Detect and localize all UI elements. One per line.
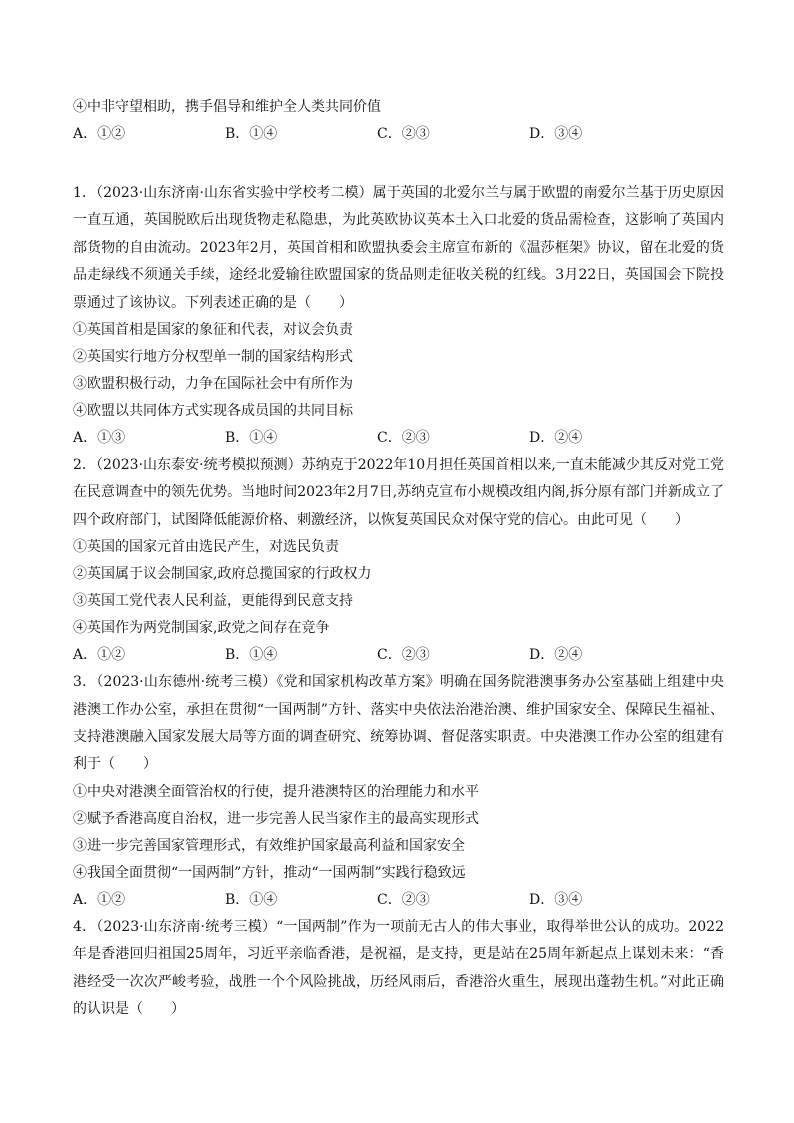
question-4 <box>73 914 724 1024</box>
statement-line: ④中非守望相助，携手倡导和维护全人类共同价值 <box>73 99 381 115</box>
answer-options <box>73 887 724 914</box>
statement-line: ④英国作为两党制国家,政党之间存在竞争 <box>73 620 330 637</box>
option-a: A．①③ <box>73 430 126 447</box>
answer-options <box>73 121 724 148</box>
statement-line: ②英国实行地方分权型单一制的国家结构形式 <box>73 349 353 366</box>
option-c: C．②③ <box>377 647 430 664</box>
option-b: B．①④ <box>225 430 278 447</box>
option-b: B．①④ <box>225 891 278 908</box>
statement-line: ③英国工党代表人民利益，更能得到民意支持 <box>73 593 353 610</box>
question-stem: 2．（2023·山东泰安·统考模拟预测）苏纳克于2022年10月担任英国首相以来,一直未能减少其反对党工党在民意调查中的领先优势。当地时间2023年2月7日,苏纳克宣布小规模改组内阁,拆分原有部门并新成立了四个政府部门，试图降低能源价格、刺激经济，以恢复英国民众对保守党的信心。由此可见（ ） <box>73 457 724 528</box>
statement-line: ③欧盟积极行动，力争在国际社会中有所作为 <box>73 376 353 393</box>
statement-line: ④欧盟以共同体方式实现各成员国的共同目标 <box>73 403 353 420</box>
option-b: B．①④ <box>225 126 278 142</box>
option-c: C．②③ <box>377 126 430 142</box>
option-a: A．①② <box>73 647 126 664</box>
statement-line: ④我国全面贯彻“一国两制”方针，推动“一国两制”实践行稳致远 <box>73 864 466 881</box>
option-d: D．②④ <box>529 647 583 664</box>
answer-options <box>73 642 724 669</box>
spacer <box>73 148 724 180</box>
statement-line: ③进一步完善国家管理形式，有效维护国家最高利益和国家安全 <box>73 837 465 854</box>
statement-line: ①英国的国家元首由选民产生，对选民负责 <box>73 539 339 556</box>
answer-options <box>73 425 724 452</box>
option-d: D．②④ <box>529 430 583 447</box>
option-a: A．①② <box>73 126 126 142</box>
statement-line: ②英国属于议会制国家,政府总揽国家的行政权力 <box>73 566 372 583</box>
statement-line: ②赋予香港高度自治权，进一步完善人民当家作主的最高实现形式 <box>73 810 479 827</box>
statement-line: ①中央对港澳全面管治权的行使，提升港澳特区的治理能力和水平 <box>73 783 479 800</box>
question-2 <box>73 452 724 669</box>
option-c: C．②③ <box>377 430 430 447</box>
question-1 <box>73 180 724 452</box>
option-d: D．③④ <box>529 126 583 142</box>
question-stem: 1．（2023·山东济南·山东省实验中学校考二模）属于英国的北爱尔兰与属于欧盟的南爱尔兰基于历史原因一直互通，英国脱欧后出现货物走私隐患，为此英欧协议英本土入口北爱的货品需检查，这影响了英国内部货物的自由流动。2023年2月，英国首相和欧盟执委会主席宣布新的《温莎框架》协议，留在北爱的货品走绿线不须通关手续，途经北爱输往欧盟国家的货品则走征收关税的红线。3月22日，英国国会下院投票通过了该协议。下列表述正确的是（ ） <box>73 185 724 311</box>
option-a: A．①② <box>73 891 126 908</box>
option-c: C．②③ <box>377 891 430 908</box>
question-stem: 4．（2023·山东济南·统考三模）“一国两制”作为一项前无古人的伟大事业，取得举世公认的成功。2022年是香港回归祖国25周年，习近平亲临香港，是祝福，是支持，更是站在25周年新起点上谋划未来：“香港经受一次次严峻考验，战胜一个个风险挑战，历经风雨后，香港浴火重生，展现出蓬勃生机。”对此正确的认识是（ ） <box>73 918 724 1018</box>
question-3 <box>73 669 724 914</box>
statement-line: ①英国首相是国家的象征和代表，对议会负责 <box>73 322 353 339</box>
option-b: B．①④ <box>225 647 278 664</box>
option-d: D．③④ <box>529 891 583 908</box>
question-stem: 3．（2023·山东德州·统考三模）《党和国家机构改革方案》明确在国务院港澳事务办公室基础上组建中央港澳工作办公室，承担在贯彻“一国两制”方针、落实中央依法治港治澳、维护国家安全、保障民生福祉、支持港澳融入国家发展大局等方面的调查研究、统筹协调、督促落实职责。中央港澳工作办公室的组建有利于（ ） <box>73 674 724 773</box>
